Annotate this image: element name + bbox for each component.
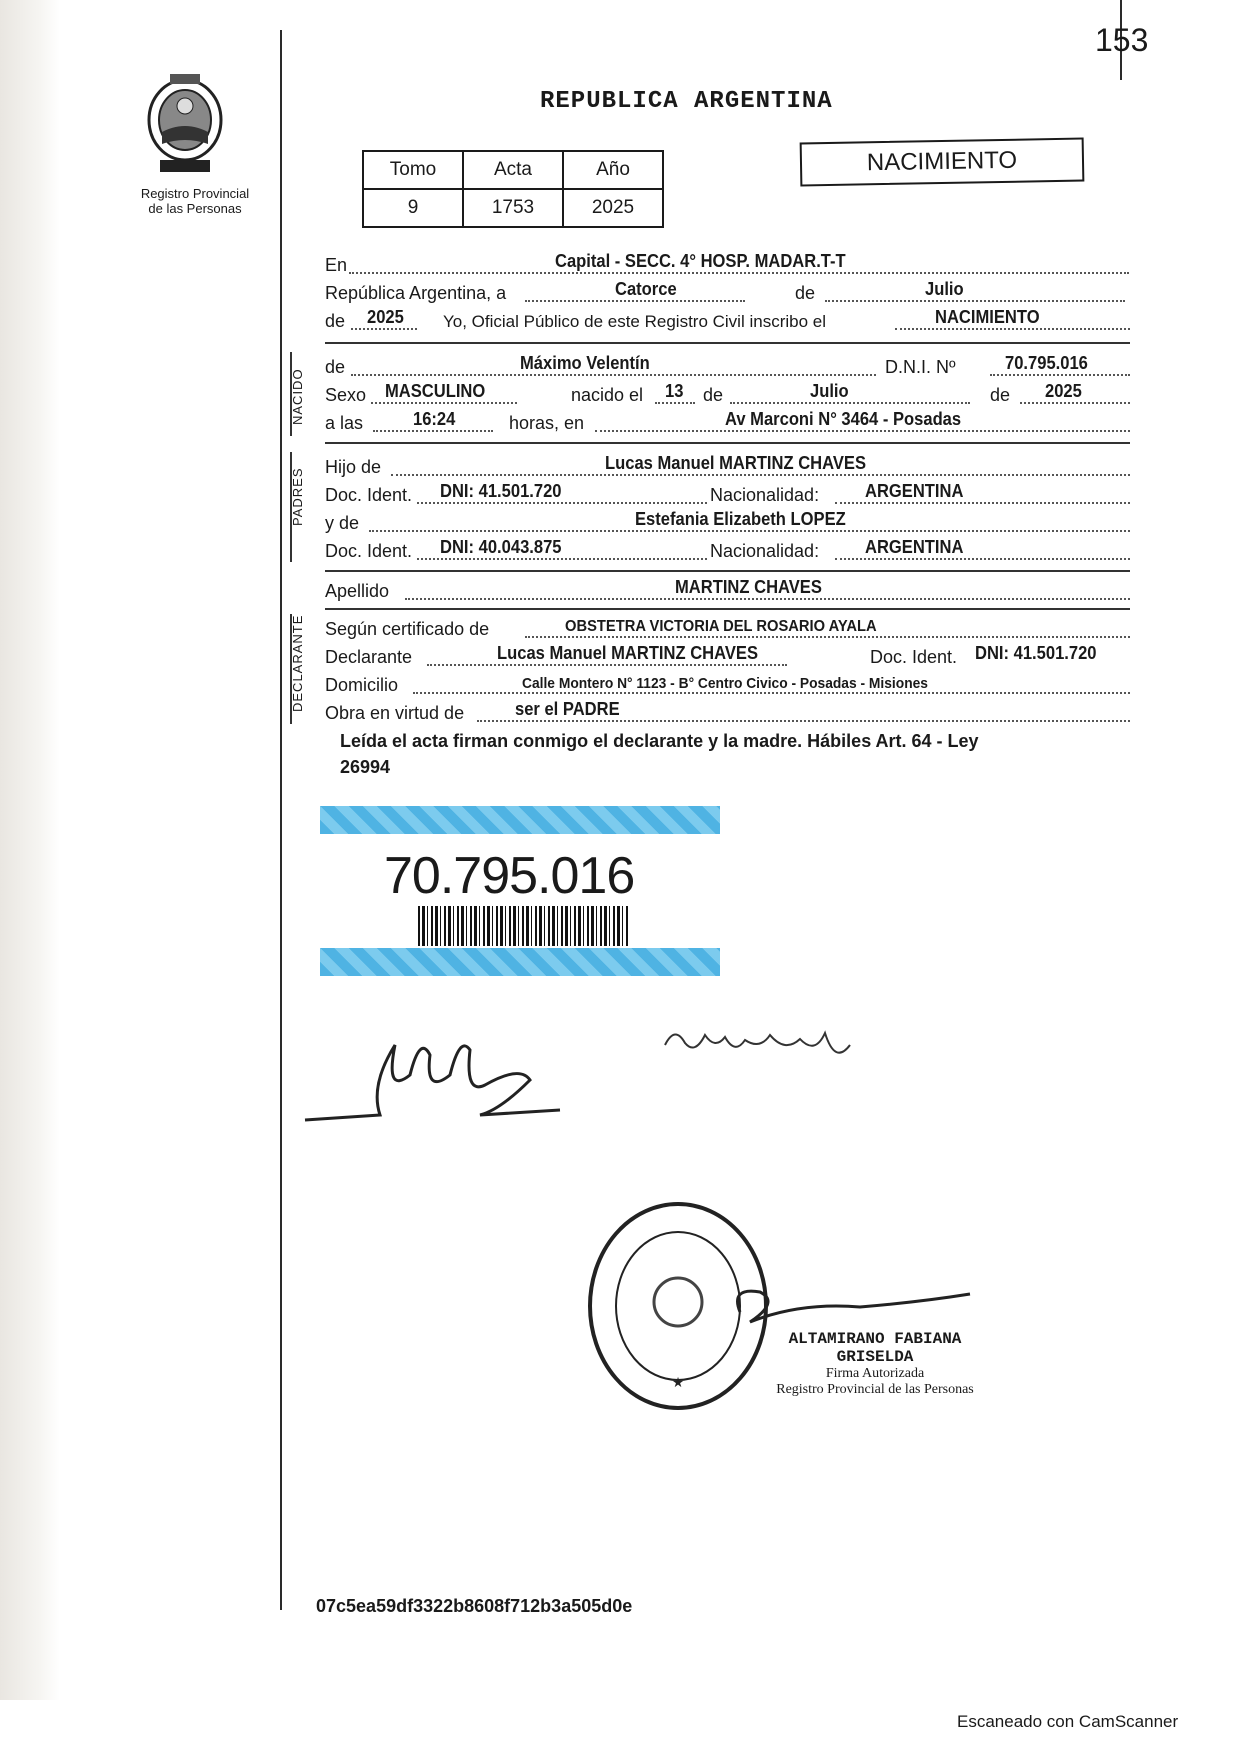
en-label: En [325,255,348,275]
declarante-signature [300,1015,590,1135]
row-madre-doc [325,536,1130,564]
dots [417,558,707,560]
legal-note-line1: Leída el acta firman conmigo el declarante y la madre. Hábiles Art. 64 - Ley [340,731,979,751]
row-padre [325,452,1130,480]
mes-value: Julio [925,279,964,299]
declarante-label: Declarante [325,647,413,667]
cert-label: Según certificado de [325,619,490,639]
sexo-value: MASCULINO [385,381,486,401]
madre-signature [660,1015,870,1075]
nacido-label: nacido el [571,385,644,405]
row-apellido [325,576,1130,604]
section-separator [325,570,1130,572]
hora-value: 16:24 [413,409,456,429]
sexo-label: Sexo [325,385,367,405]
anio-prefix: de [325,311,346,331]
logo-caption-line2: de las Personas [148,201,242,216]
row-republica [325,278,1130,306]
dots [895,328,1130,330]
de-label: de [795,283,816,303]
row-hora [325,408,1130,436]
padre-doc-value: DNI: 41.501.720 [440,481,562,501]
row-nombre [325,352,1130,380]
row-domicilio [325,670,1130,698]
row-inscribo [325,306,1130,334]
document-title: REPUBLICA ARGENTINA [540,88,833,115]
dni-label: D.N.I. Nº [885,357,956,377]
value-acta: 1753 [463,189,563,227]
dots [373,430,493,432]
section-label-declarante: DECLARANTE [290,614,305,712]
svg-text:★: ★ [671,1375,685,1391]
madre-value: Estefania Elizabeth LOPEZ [635,509,846,529]
dots [825,300,1125,302]
cert-value: OBSTETRA VICTORIA DEL ROSARIO AYALA [565,618,877,635]
section-separator [325,442,1130,444]
domicilio-label: Domicilio [325,675,399,695]
hora-label: a las [325,413,364,433]
official-title: Firma Autorizada [825,1366,925,1381]
dots [351,328,417,330]
section-separator [325,342,1130,344]
logo-caption-line1: Registro Provincial [140,186,250,201]
dots [525,636,1130,638]
nombre-label: de [325,357,346,377]
row-en [325,250,1130,278]
header-acta: Acta [463,151,563,189]
value-anio: 2025 [563,189,663,227]
anio-value: 2025 [367,307,404,327]
sticker-band-top [320,806,720,834]
padre-doc-label: Doc. Ident. [325,485,413,505]
apellido-label: Apellido [325,581,390,601]
official-signature-block [750,1330,1000,1398]
registry-table [362,150,664,228]
nacido-de2: de [990,385,1011,405]
row-padre-doc [325,480,1130,508]
nacido-mes: Julio [810,381,849,401]
republica-label: República Argentina, a [325,283,507,303]
padre-nac-label: Nacionalidad: [710,485,820,505]
dots [835,502,1130,504]
misiones-coat-of-arms-icon [140,72,230,182]
obra-label: Obra en virtud de [325,703,465,723]
declarante-value: Lucas Manuel MARTINZ CHAVES [497,643,759,663]
dots [477,720,1130,722]
declarante-doc-label: Doc. Ident. [870,647,958,667]
madre-nac-value: ARGENTINA [865,537,964,557]
declarante-doc-value: DNI: 41.501.720 [975,643,1097,663]
official-signature [720,1282,980,1332]
dots [349,272,1129,274]
dots [655,402,695,404]
paper-edge [0,0,60,1700]
nacido-de: de [703,385,724,405]
row-declarante [325,642,1130,670]
dots [595,430,1130,432]
sticker-number: 70.795.016 [384,847,635,905]
dots [369,530,1130,532]
dots [990,374,1130,376]
padre-nac-value: ARGENTINA [865,481,964,501]
document-hash: 07c5ea59df3322b8608f712b3a505d0e [316,1596,633,1616]
legal-note [340,728,1120,780]
dots [427,664,787,666]
sticker-band-bottom [320,948,720,976]
header-tomo: Tomo [363,151,463,189]
dots [835,558,1130,560]
nacido-anio: 2025 [1045,381,1082,401]
dia-value: Catorce [615,279,677,299]
official-name: ALTAMIRANO FABIANA GRISELDA [788,1330,962,1366]
row-certificado [325,614,1130,642]
dots [417,502,707,504]
dots [1020,402,1130,404]
yde-label: y de [325,513,360,533]
dots [351,374,876,376]
official-org: Registro Provincial de las Personas [776,1382,974,1397]
dni-value: 70.795.016 [1005,353,1088,373]
legal-note-line2: 26994 [340,757,391,777]
record-type-box: NACIMIENTO [800,138,1085,187]
madre-doc-value: DNI: 40.043.875 [440,537,562,557]
en-value: Capital - SECC. 4° HOSP. MADAR.T-T [555,251,846,271]
section-label-nacido: NACIDO [290,368,305,425]
apellido-value: MARTINZ CHAVES [675,577,822,597]
horas-label: horas, en [509,413,585,433]
margin-line [280,30,282,1610]
inscribo-value: NACIMIENTO [935,307,1040,327]
madre-doc-label: Doc. Ident. [325,541,413,561]
row-madre [325,508,1130,536]
dots [391,474,1130,476]
dots [730,402,970,404]
inscribo-label: Yo, Oficial Público de este Registro Civil inscribo el [443,312,826,331]
barcode-icon [418,906,628,946]
section-label-padres: PADRES [290,467,305,526]
nombre-value: Máximo Velentín [520,353,650,373]
dots [413,692,1130,694]
row-sexo [325,380,1130,408]
row-obra [325,698,1130,726]
logo-caption [125,186,265,216]
header-anio: Año [563,151,663,189]
madre-nac-label: Nacionalidad: [710,541,820,561]
section-separator [325,608,1130,610]
value-tomo: 9 [363,189,463,227]
hijo-label: Hijo de [325,457,382,477]
padre-value: Lucas Manuel MARTINZ CHAVES [605,453,867,473]
obra-value: ser el PADRE [515,699,620,719]
dots [405,598,1130,600]
dots [525,300,745,302]
id-number-sticker [320,806,720,976]
dots [371,402,517,404]
nacido-dia: 13 [665,381,684,401]
domicilio-value: Calle Montero N° 1123 - B° Centro Civico - Posadas - Misiones [522,675,928,692]
scanner-watermark: Escaneado con CamScanner [957,1712,1179,1731]
lugar-value: Av Marconi N° 3464 - Posadas [725,409,962,429]
page-number: 153 [1095,22,1149,58]
